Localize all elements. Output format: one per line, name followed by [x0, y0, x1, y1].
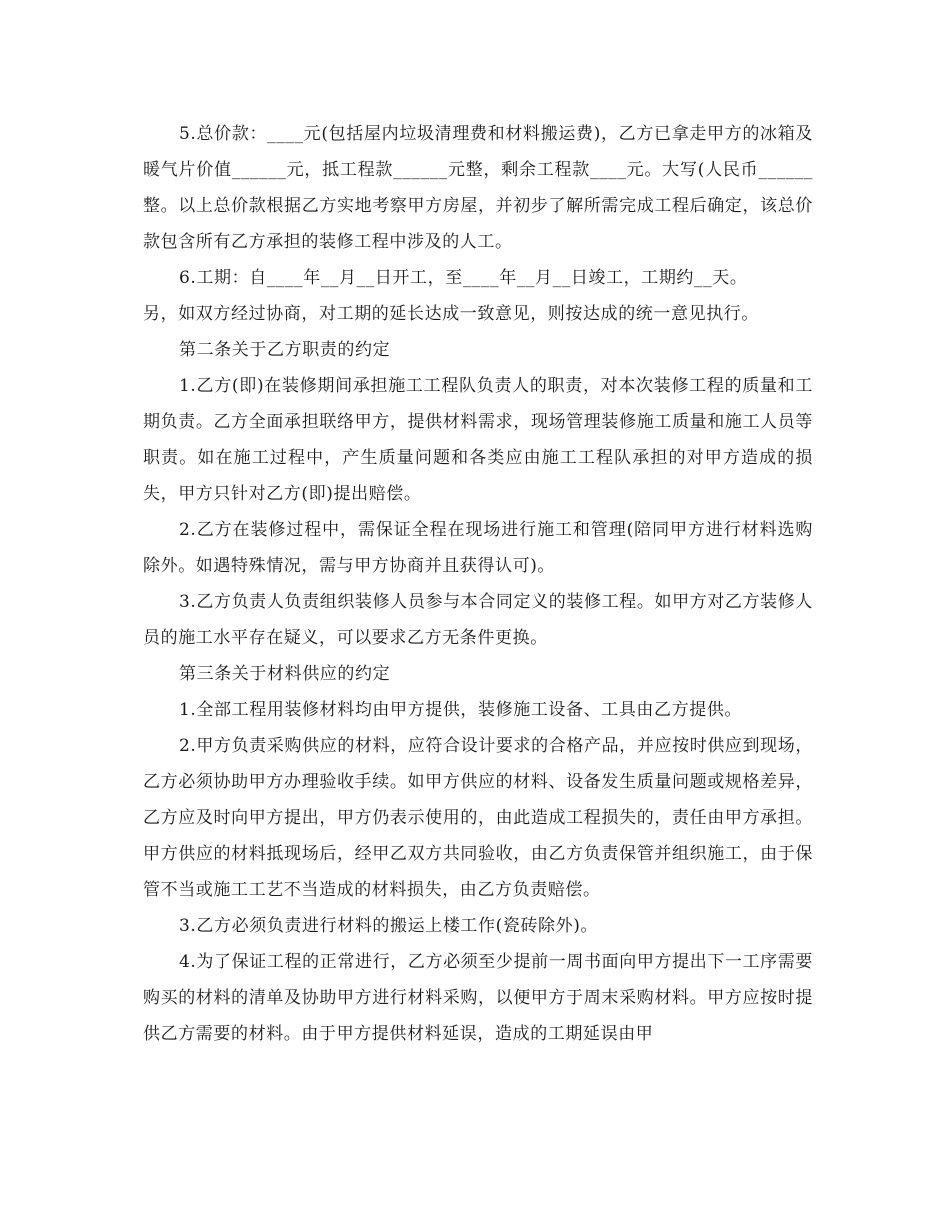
document-body — [143, 116, 813, 1052]
clause-total-price: 5.总价款：____元(包括屋内垃圾清理费和材料搬运费)，乙方已拿走甲方的冰箱及暖气片价值______元，抵工程款______元整，剩余工程款____元。大写(人民币______整。以上总价款根据乙方实地考察甲方房屋，并初步了解所需完成工程后确定，该总价款包含所有乙方承担的装修工程中涉及的人工。 — [143, 124, 813, 252]
clause-schedule-extension: 另，如双方经过协商，对工期的延长达成一致意见，则按达成的统一意见执行。 — [143, 304, 759, 324]
clause-3-4: 4.为了保证工程的正常进行，乙方必须至少提前一周书面向甲方提出下一工序需要购买的材料的清单及协助甲方进行材料采购，以便甲方于周末采购材料。甲方应按时提供乙方需要的材料。由于甲方提供材料延误，造成的工期延误由甲 — [143, 952, 813, 1044]
clause-2-2: 2.乙方在装修过程中，需保证全程在现场进行施工和管理(陪同甲方进行材料选购除外。如遇特殊情况，需与甲方协商并且获得认可)。 — [143, 520, 813, 576]
clause-2-1: 1.乙方(即)在装修期间承担施工工程队负责人的职责，对本次装修工程的质量和工期负责。乙方全面承担联络甲方，提供材料需求，现场管理装修施工质量和施工人员等职责。如在施工过程中，产生质量问题和各类应由施工工程队承担的对甲方造成的损失，甲方只针对乙方(即)提出赔偿。 — [143, 376, 813, 504]
clause-schedule: 6.工期：自____年__月__日开工，至____年__月__日竣工，工期约__天。 — [179, 268, 748, 288]
clause-3-3: 3.乙方必须负责进行材料的搬运上楼工作(瓷砖除外)。 — [179, 916, 599, 936]
section-heading-3: 第三条关于材料供应的约定 — [179, 664, 391, 684]
clause-2-3: 3.乙方负责人负责组织装修人员参与本合同定义的装修工程。如甲方对乙方装修人员的施工水平存在疑义，可以要求乙方无条件更换。 — [143, 592, 813, 648]
clause-3-1: 1.全部工程用装修材料均由甲方提供，装修施工设备、工具由乙方提供。 — [179, 700, 743, 720]
clause-3-2: 2.甲方负责采购供应的材料，应符合设计要求的合格产品，并应按时供应到现场，乙方必须协助甲方办理验收手续。如甲方供应的材料、设备发生质量问题或规格差异，乙方应及时向甲方提出，甲方仍表示使用的，由此造成工程损失的，责任由甲方承担。甲方供应的材料抵现场后，经甲乙双方共同验收，由乙方负责保管并组织施工，由于保管不当或施工工艺不当造成的材料损失，由乙方负责赔偿。 — [143, 736, 813, 900]
section-heading-2: 第二条关于乙方职责的约定 — [179, 340, 391, 360]
